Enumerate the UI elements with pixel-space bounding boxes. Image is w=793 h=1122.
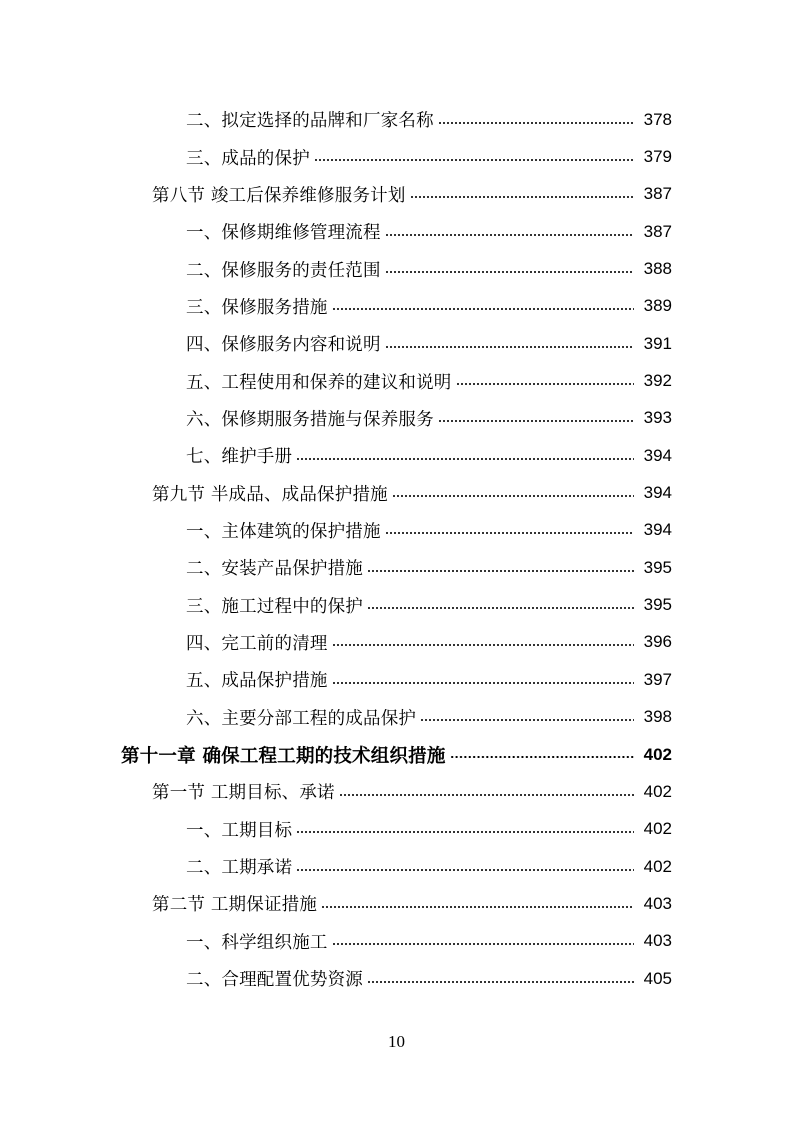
- toc-entry[interactable]: [0, 213, 793, 250]
- toc-entry-page: 402: [643, 744, 672, 764]
- toc-entry-label: 五、工程使用和保养的建议和说明: [186, 372, 452, 393]
- toc-entry[interactable]: [0, 699, 793, 736]
- toc-entry[interactable]: [0, 586, 793, 623]
- dot-leader: [420, 719, 634, 721]
- dot-leader: [321, 906, 634, 908]
- toc-entry-label: 三、成品的保护: [186, 148, 310, 169]
- dot-leader: [367, 981, 634, 983]
- toc-entry-page: 402: [643, 781, 672, 801]
- dot-leader: [450, 756, 634, 759]
- dot-leader: [332, 682, 634, 684]
- toc-entry-label: 三、保修服务措施: [186, 297, 328, 318]
- dot-leader: [438, 420, 634, 422]
- toc-entry-page: 379: [643, 147, 672, 167]
- dot-leader: [385, 271, 634, 273]
- toc-entry[interactable]: [0, 250, 793, 287]
- toc-entry-page: 394: [643, 445, 672, 465]
- dot-leader: [296, 831, 634, 833]
- dot-leader: [339, 794, 634, 796]
- toc-entry-page: 403: [643, 893, 672, 913]
- toc-entry-label: 二、拟定选择的品牌和厂家名称: [186, 111, 434, 132]
- dot-leader: [296, 869, 634, 871]
- dot-leader: [392, 495, 634, 497]
- toc-entry-label: 二、工期承诺: [186, 858, 293, 879]
- dot-leader: [332, 308, 634, 310]
- toc-entry-page: 397: [643, 669, 672, 689]
- dot-leader: [314, 159, 634, 161]
- toc-entry-page: 391: [643, 333, 672, 353]
- toc-section-entry[interactable]: [0, 176, 793, 213]
- dot-leader: [332, 644, 634, 646]
- toc-entry-page: 387: [643, 184, 672, 204]
- toc-entry[interactable]: [0, 549, 793, 586]
- toc-entry-label: 一、科学组织施工: [186, 932, 328, 953]
- toc-entry[interactable]: [0, 923, 793, 960]
- toc-entry[interactable]: [0, 138, 793, 175]
- toc-entry[interactable]: [0, 960, 793, 997]
- toc-entry-page: 392: [643, 371, 672, 391]
- toc-entry-page: 396: [643, 632, 672, 652]
- toc-entry[interactable]: [0, 362, 793, 399]
- toc-entry-label: 七、维护手册: [186, 447, 293, 468]
- toc-entry[interactable]: [0, 811, 793, 848]
- toc-entry-label: 六、主要分部工程的成品保护: [186, 708, 417, 729]
- toc-entry-label: 三、施工过程中的保护: [186, 596, 363, 617]
- toc-entry-label: 四、完工前的清理: [186, 633, 328, 654]
- toc-entry-label: 二、保修服务的责任范围: [186, 260, 381, 281]
- toc-entry-label: 第九节 半成品、成品保护措施: [152, 484, 388, 505]
- toc-entry-label: 一、保修期维修管理流程: [186, 223, 381, 244]
- dot-leader: [385, 532, 634, 534]
- toc-entry-label: 第十一章 确保工程工期的技术组织措施: [121, 745, 446, 767]
- toc-entry-page: 395: [643, 595, 672, 615]
- toc-entry[interactable]: [0, 848, 793, 885]
- dot-leader: [385, 346, 634, 348]
- toc-entry-label: 四、保修服务内容和说明: [186, 335, 381, 356]
- toc-chapter-entry[interactable]: [0, 736, 793, 773]
- dot-leader: [456, 383, 635, 385]
- toc-entry-label: 第二节 工期保证措施: [152, 895, 318, 916]
- toc-entry-label: 六、保修期服务措施与保养服务: [186, 409, 434, 430]
- toc-entry-label: 二、安装产品保护措施: [186, 559, 363, 580]
- toc-entry-page: 388: [643, 259, 672, 279]
- toc-entry-page: 394: [643, 483, 672, 503]
- toc-entry[interactable]: [0, 512, 793, 549]
- dot-leader: [332, 943, 634, 945]
- toc-entry-page: 393: [643, 408, 672, 428]
- toc-entry-page: 387: [643, 221, 672, 241]
- toc-entry-page: 403: [643, 931, 672, 951]
- toc-entry-label: 一、主体建筑的保护措施: [186, 521, 381, 542]
- table-of-contents: [0, 101, 793, 997]
- dot-leader: [367, 570, 634, 572]
- toc-entry-label: 一、工期目标: [186, 820, 293, 841]
- dot-leader: [385, 234, 634, 236]
- dot-leader: [296, 458, 634, 460]
- toc-section-entry[interactable]: [0, 773, 793, 810]
- toc-entry-page: 398: [643, 707, 672, 727]
- toc-entry[interactable]: [0, 400, 793, 437]
- toc-entry-page: 405: [643, 968, 672, 988]
- page-number: 10: [388, 1032, 405, 1051]
- dot-leader: [438, 122, 634, 124]
- toc-entry[interactable]: [0, 624, 793, 661]
- toc-entry-page: 394: [643, 520, 672, 540]
- toc-entry[interactable]: [0, 661, 793, 698]
- toc-entry-label: 第八节 竣工后保养维修服务计划: [152, 185, 406, 206]
- toc-section-entry[interactable]: [0, 474, 793, 511]
- dot-leader: [410, 196, 634, 198]
- dot-leader: [367, 607, 634, 609]
- toc-entry-page: 402: [643, 856, 672, 876]
- toc-entry[interactable]: [0, 288, 793, 325]
- toc-entry[interactable]: [0, 101, 793, 138]
- toc-entry-page: 389: [643, 296, 672, 316]
- toc-entry[interactable]: [0, 325, 793, 362]
- toc-entry-label: 五、成品保护措施: [186, 671, 328, 692]
- toc-entry-label: 第一节 工期目标、承诺: [152, 783, 335, 804]
- toc-section-entry[interactable]: [0, 885, 793, 922]
- toc-entry-label: 二、合理配置优势资源: [186, 970, 363, 991]
- toc-entry-page: 395: [643, 557, 672, 577]
- toc-entry[interactable]: [0, 437, 793, 474]
- toc-entry-page: 378: [643, 109, 672, 129]
- toc-entry-page: 402: [643, 819, 672, 839]
